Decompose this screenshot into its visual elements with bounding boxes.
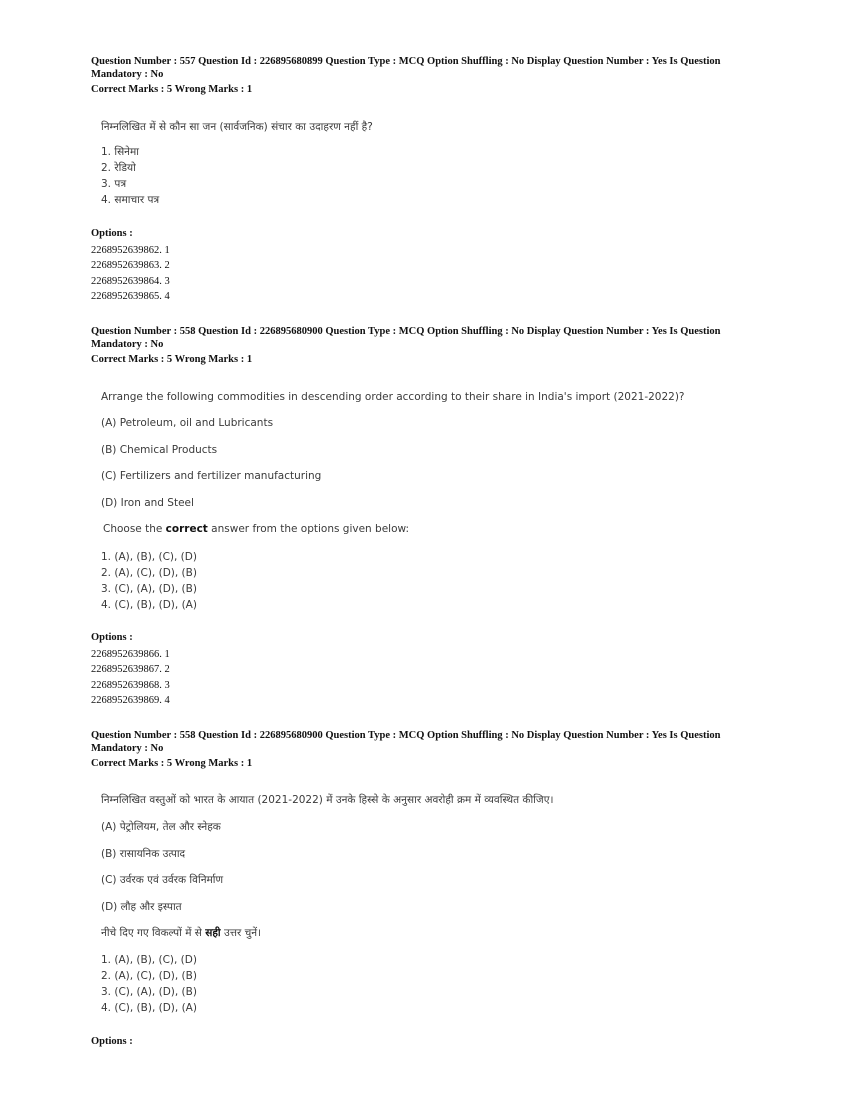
question-text: निम्नलिखित वस्तुओं को भारत के आयात (2021-2022) में उनके हिस्से के अनुसार अवरोही क्रम में व्यवस्थित कीजिए। — [101, 794, 554, 806]
instruction-bold: correct — [165, 523, 208, 535]
answer-choice: 2. रेडियो — [101, 162, 136, 174]
instruction-text — [103, 523, 409, 535]
instruction-pre: Choose the — [103, 523, 166, 535]
instruction-post: उत्तर चुनें। — [220, 927, 262, 939]
question-header-mandatory: Mandatory : No — [91, 69, 164, 80]
answer-choice: 4. समाचार पत्र — [101, 194, 160, 206]
statement: (A) पेट्रोलियम, तेल और स्नेहक — [101, 821, 221, 833]
option-id: 2268952639868. 3 — [91, 679, 170, 691]
options-heading: Options : — [91, 1036, 133, 1047]
statement: (D) Iron and Steel — [101, 497, 194, 509]
statement: (A) Petroleum, oil and Lubricants — [101, 417, 274, 429]
options-heading: Options : — [91, 632, 133, 643]
answer-choice: 3. (C), (A), (D), (B) — [101, 583, 197, 595]
instruction-pre: नीचे दिए गए विकल्पों में से — [101, 927, 206, 939]
answer-choices — [101, 144, 159, 208]
answer-choice: 1. (A), (B), (C), (D) — [101, 551, 197, 563]
statement: (D) लौह और इस्पात — [101, 901, 182, 913]
question-header-mandatory: Mandatory : No — [91, 339, 164, 350]
option-id: 2268952639865. 4 — [91, 291, 170, 303]
statement: (B) Chemical Products — [101, 444, 218, 456]
question-marks: Correct Marks : 5 Wrong Marks : 1 — [91, 758, 253, 769]
instruction-bold: सही — [205, 927, 221, 939]
instruction-text — [101, 926, 261, 940]
option-id: 2268952639862. 1 — [91, 245, 170, 256]
answer-choices — [101, 952, 197, 1016]
options-heading: Options : — [91, 228, 133, 239]
statement: (C) Fertilizers and fertilizer manufacturing — [101, 470, 322, 482]
answer-choice: 1. सिनेमा — [101, 146, 139, 158]
answer-choice: 3. पत्र — [101, 178, 127, 190]
answer-choice: 3. (C), (A), (D), (B) — [101, 986, 197, 998]
question-block-557 — [91, 55, 751, 303]
option-id-list — [91, 647, 170, 709]
question-header: Question Number : 558 Question Id : 226895680900 Question Type : MCQ Option Shuffling : No Display Question Number : Yes Is Question — [91, 730, 721, 741]
answer-choice: 2. (A), (C), (D), (B) — [101, 567, 197, 579]
question-header-mandatory: Mandatory : No — [91, 743, 164, 754]
statement: (B) रासायनिक उत्पाद — [101, 848, 186, 860]
option-id: 2268952639863. 2 — [91, 260, 170, 272]
question-marks: Correct Marks : 5 Wrong Marks : 1 — [91, 84, 253, 95]
question-block-558-hi — [91, 729, 751, 1047]
question-header: Question Number : 557 Question Id : 226895680899 Question Type : MCQ Option Shuffling : No Display Question Number : Yes Is Question — [91, 56, 721, 67]
statement: (C) उर्वरक एवं उर्वरक विनिर्माण — [101, 874, 224, 886]
question-block-558-en — [91, 325, 751, 707]
answer-choice: 2. (A), (C), (D), (B) — [101, 970, 197, 982]
answer-choices — [101, 549, 197, 613]
option-id: 2268952639869. 4 — [91, 695, 170, 707]
answer-choice: 4. (C), (B), (D), (A) — [101, 1002, 197, 1014]
question-text: Arrange the following commodities in descending order according to their share in India's import (2021-2022)? — [101, 391, 685, 403]
option-id: 2268952639866. 1 — [91, 649, 170, 660]
question-header: Question Number : 558 Question Id : 226895680900 Question Type : MCQ Option Shuffling : No Display Question Number : Yes Is Question — [91, 326, 721, 337]
option-id-list — [91, 243, 170, 305]
question-body — [101, 120, 373, 134]
instruction-post: answer from the options given below: — [207, 523, 410, 535]
option-id: 2268952639864. 3 — [91, 275, 170, 287]
question-text: निम्नलिखित में से कौन सा जन (सार्वजनिक) संचार का उदाहरण नहीं है? — [101, 121, 373, 133]
answer-choice: 4. (C), (B), (D), (A) — [101, 599, 197, 611]
question-marks: Correct Marks : 5 Wrong Marks : 1 — [91, 354, 253, 365]
option-id: 2268952639867. 2 — [91, 664, 170, 676]
answer-choice: 1. (A), (B), (C), (D) — [101, 954, 197, 966]
